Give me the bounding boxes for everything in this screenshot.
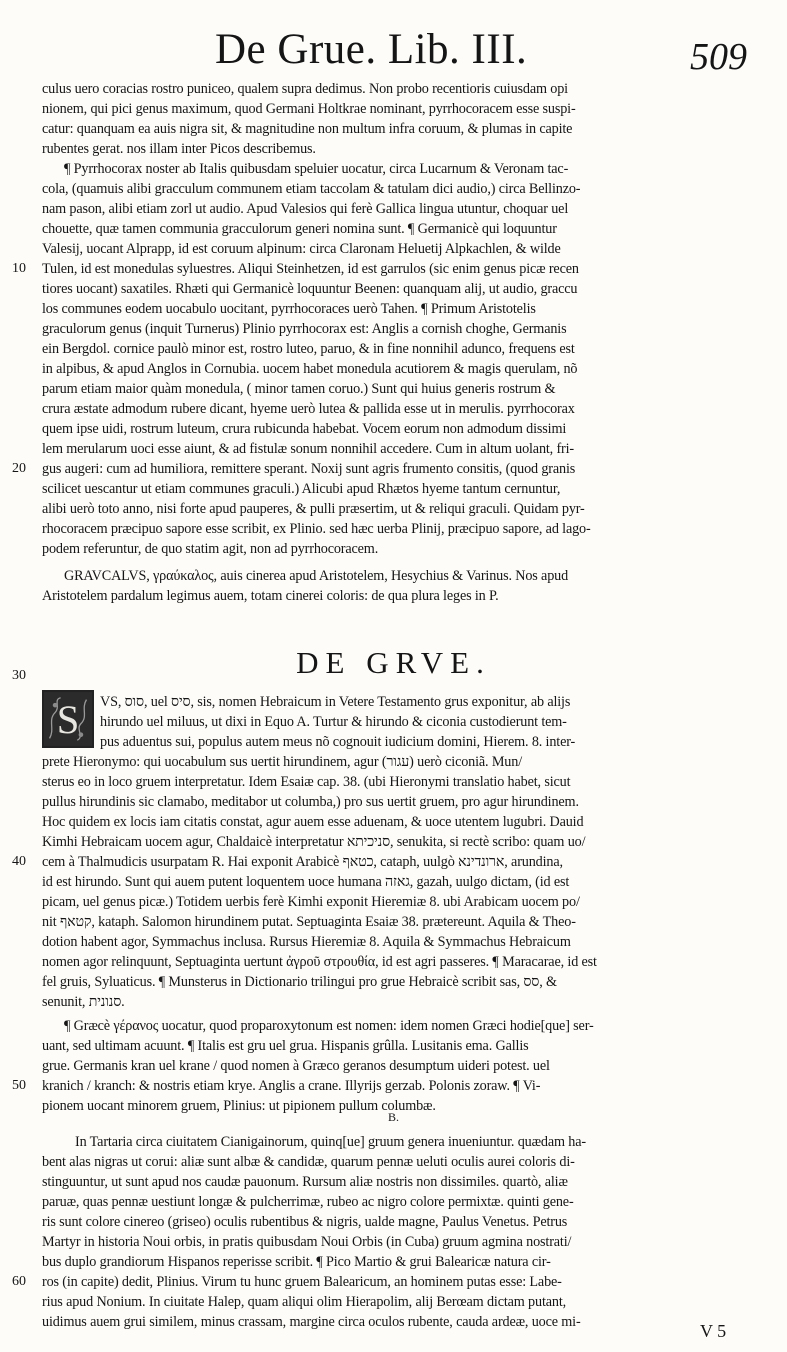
- text-line: GRAVCALVS, γραύκαλος, auis cinerea apud Aristotelem, Hesychius & Varinus. Nos apud: [64, 568, 569, 584]
- text-line: tiores uocant) saxatiles. Rhæti qui Germanicè loquuntur Beenen: quanquam alij, ut audio, graccu: [42, 281, 578, 297]
- decorated-initial-s: [42, 690, 94, 748]
- margin-line-number: 10: [12, 261, 26, 276]
- text-line: parum etiam maior quàm monedula, ( minor tamen coruo.) Sunt qui huius generis rostrum &: [42, 381, 556, 397]
- section-letter: B.: [387, 1110, 399, 1124]
- running-head: De Grue. Lib. III.: [215, 26, 528, 73]
- text-line: catur: quanquam ea auis nigra sit, & magnitudine non multum infra coruum, & plumas in capite: [42, 121, 573, 137]
- text-line: dotion habent agor, Symmachus inclusa. Rursus Hieremiæ 8. Aquila & Symmachus Hebraicum: [42, 934, 571, 950]
- text-line: chouette, quæ tamen communia gracculorum generi nomina sunt. ¶ Germanicè qui loquuntur: [42, 221, 557, 237]
- text-line: Valesij, uocant Alprapp, id est coruum alpinum: circa Claronam Heluetij Alpkachlen, & wilde: [42, 241, 561, 257]
- text-line: podem referuntur, de quo statim agit, non ad pyrrhocoracem.: [42, 541, 379, 557]
- text-line: senunit, סנונית.: [42, 994, 125, 1010]
- text-line: id est hirundo. Sunt qui auem putent loquentem uoce humana גאזה, gazah, uulgo dictam, (id est: [42, 874, 570, 890]
- text-line: ris sunt colore cinereo (griseo) oculis rubentibus & nigris, ualde magne, Paulus Venetus. Petrus: [42, 1214, 568, 1230]
- text-line: ¶ Græcè γέρανος uocatur, quod proparoxytonum est nomen: idem nomen Græci hodie[que] ser-: [64, 1018, 594, 1034]
- page-number: 509: [690, 36, 747, 78]
- text-line: uidimus auem grui similem, minus crassam, margine circa oculos rubente, cauda ardeæ, uoce mi-: [42, 1314, 581, 1330]
- text-line: pullus hirundinis sic clamabo, meditabor ut columba,) pro sus uertit gruem, pro agur hirundinem.: [42, 794, 579, 810]
- margin-line-number: 30: [12, 668, 26, 683]
- text-line: Aristotelem pardalum legimus auem, totam cinerei coloris: de qua plura leges in P.: [42, 588, 499, 604]
- text-line: hirundo uel miluus, ut dixi in Equo A. Turtur & hirundo & ciconia custodierunt tem-: [100, 714, 567, 730]
- text-line: pus aduentus sui, populus autem meus nõ cognouit iudicium domini, Hierem. 8. inter-: [100, 734, 576, 750]
- text-line: kranich / kranch: & nostris etiam krye. Anglis a crane. Illyrijs gerzab. Polonis zoraw. ¶ Vi-: [42, 1078, 541, 1094]
- margin-line-number: 40: [12, 854, 26, 869]
- text-line: alibi uerò toto anno, nisi forte apud pauperes, & pulli præsertim, ut & reliqui graculi. Quidam pyr-: [42, 501, 585, 517]
- text-line: In Tartaria circa ciuitatem Cianigainorum, quinq[ue] gruum genera inueniuntur. quædam ha-: [75, 1134, 586, 1150]
- text-line: grue. Germanis kran uel krane / quod nomen à Græco geranos desumptum uideri potest. uel: [42, 1058, 550, 1074]
- svg-text:S: S: [56, 696, 80, 742]
- text-line: bus duplo grandiorum Hispanos reperisse scribit. ¶ Pico Martio & grui Balearicæ natura cir-: [42, 1254, 551, 1270]
- text-line: graculorum genus (inquit Turnerus) Plinio pyrrhocorax est: Anglis a cornish choghe, Germanis: [42, 321, 567, 337]
- text-line: stinguuntur, ut sunt apud nos caudæ pauonum. Rursum aliæ nostris non dissimiles. quartò, aliæ: [42, 1174, 568, 1190]
- text-line: ros (in capite) dedit, Plinius. Virum tu hunc gruem Balearicum, an hominem putas esse: Labe-: [42, 1274, 562, 1290]
- text-line: cola, (quamuis alibi gracculum communem etiam taccolam & tatulam dici audio,) circa Bellinzo-: [42, 181, 581, 197]
- text-line: fel gruis, Syluaticus. ¶ Munsterus in Dictionario trilingui pro grue Hebraicè scribit sas, סס, &: [42, 974, 557, 990]
- text-line: ¶ Pyrrhocorax noster ab Italis quibusdam speluier uocatur, circa Lucarnum & Veronam tac-: [64, 161, 569, 177]
- text-line: Martyr in historia Noui orbis, in pratis quibusdam Noui Orbis (in Cuba) gruum agmina nostrati/: [42, 1234, 572, 1250]
- text-line: bent alas nigras ut corui: aliæ sunt albæ & candidæ, quarum pennæ ueluti oculis aurei coloris di-: [42, 1154, 575, 1170]
- text-line: ein Bergdol. cornice paulò minor est, rostro luteo, paruo, & in fine nonnihil adunco, frequens est: [42, 341, 575, 357]
- text-line: uant, sed ultimam acuunt. ¶ Italis est gru uel grua. Hispanis grûlla. Lusitanis ema. Gallis: [42, 1038, 529, 1054]
- text-line: quem ipse uidi, rostrum luteum, crura rubicunda habebat. Vocem eorum non admodum dissimi: [42, 421, 567, 437]
- margin-line-number: 20: [12, 461, 26, 476]
- text-line: Hoc quidem ex locis iam citatis constat, agur auem esse aduenam, & uoce utentem lugubri. Dauid: [42, 814, 584, 830]
- text-line: paruæ, quas pennæ uestiunt longæ & pulcherrimæ, rubeo ac nigro colore permixtæ. quinti gene-: [42, 1194, 574, 1210]
- text-line: nam pason, alibi etiam zorl ut audio. Apud Valesios qui ferè Gallica lingua utuntur, choquar uel: [42, 201, 569, 217]
- margin-line-number: 50: [12, 1078, 26, 1093]
- text-line: lem merularum uoci esse aiunt, & ad fistulæ sonum nonnihil accedere. Cum in altum uolant, fri-: [42, 441, 574, 457]
- text-line: rius apud Nonium. In ciuitate Halep, quam aliqui olim Hierapolim, alij Berœam dictam putant,: [42, 1294, 567, 1310]
- text-line: los communes eodem uocabulo uocitant, pyrrhocoraces uerò Tahen. ¶ Primum Aristotelis: [42, 301, 536, 317]
- text-line: rubentes gerat. nos illam inter Picos describemus.: [42, 141, 316, 157]
- section-heading: DE GRVE.: [296, 645, 491, 680]
- text-line: culus uero coracias rostro puniceo, qualem supra dedimus. Non probo recentioris cuiusdam opi: [42, 81, 568, 97]
- signature-mark: V 5: [700, 1321, 727, 1341]
- text-line: gus augeri: cum ad humiliora, remittere sperant. Noxij sunt agris frumento consitis, (quod granis: [42, 461, 576, 477]
- text-line: Kimhi Hebraicam uocem agur, Chaldaicè interpretatur סניכיתא, senukita, si rectè scribo: quam uo/: [42, 834, 586, 850]
- text-line: scilicet uescantur ut etiam communes graculi.) Alicubi apud Rhætos hyeme tantum cernuntur,: [42, 481, 561, 497]
- text-line: rhocoracem præcipuo sapore esse scribit, ex Plinio. sed hæc uerba Plinij, præcipuo sapore, ad lago-: [42, 521, 591, 537]
- text-line: cem à Thalmudicis usurpatam R. Hai exponit Arabicè כטאף, cataph, uulgò ארונדינא, arundina,: [42, 854, 563, 870]
- text-line: picam, uel genus picæ.) Totidem uerbis ferè Kimhi exponit Hieremiæ 8. ubi Arabicam uocem po/: [42, 894, 580, 910]
- text-line: pionem uocant minorem gruem, Plinius: ut pipionem pullum columbæ.: [42, 1098, 436, 1114]
- text-line: crura æstate admodum rubere dicant, hyeme uerò lutea & pallida esse ut in merulis. pyrrhocorax: [42, 401, 575, 417]
- text-line: sterus eo in loco gruem interpretatur. Idem Esaiæ cap. 38. (ubi Hieronymi translatio habet, sicut: [42, 774, 571, 790]
- text-line: in alpibus, & apud Anglos in Cornubia. uocem habet monedula acutiorem & magis querulam, nõ: [42, 361, 578, 377]
- text-line: prete Hieronymo: qui uocabulum sus uertit hirundinem, agur (עגור) uerò ciconiã. Mun/: [42, 754, 522, 770]
- text-line: nit קטאף, kataph. Salomon hirundinem putat. Septuaginta Esaiæ 38. prætereunt. Aquila & Theo-: [42, 914, 576, 930]
- ornament-icon: [44, 692, 92, 746]
- text-line: nionem, qui pici genus maximum, quod Germani Holtkrae nominant, pyrrhocoracem esse suspi-: [42, 101, 576, 117]
- margin-line-number: 60: [12, 1274, 26, 1289]
- text-line: Tulen, id est monedulas syluestres. Aliqui Steinhetzen, id est garrulos (sic enim genus picæ recen: [42, 261, 579, 277]
- text-line: VS, סוס, uel סיס, sis, nomen Hebraicum in Vetere Testamento grus exponitur, ab alijs: [100, 694, 571, 710]
- text-line: nomen agor relinquunt, Septuaginta uertunt ἀγροῦ στρουθία, id est agri passeres. ¶ Maracarae, id est: [42, 954, 597, 970]
